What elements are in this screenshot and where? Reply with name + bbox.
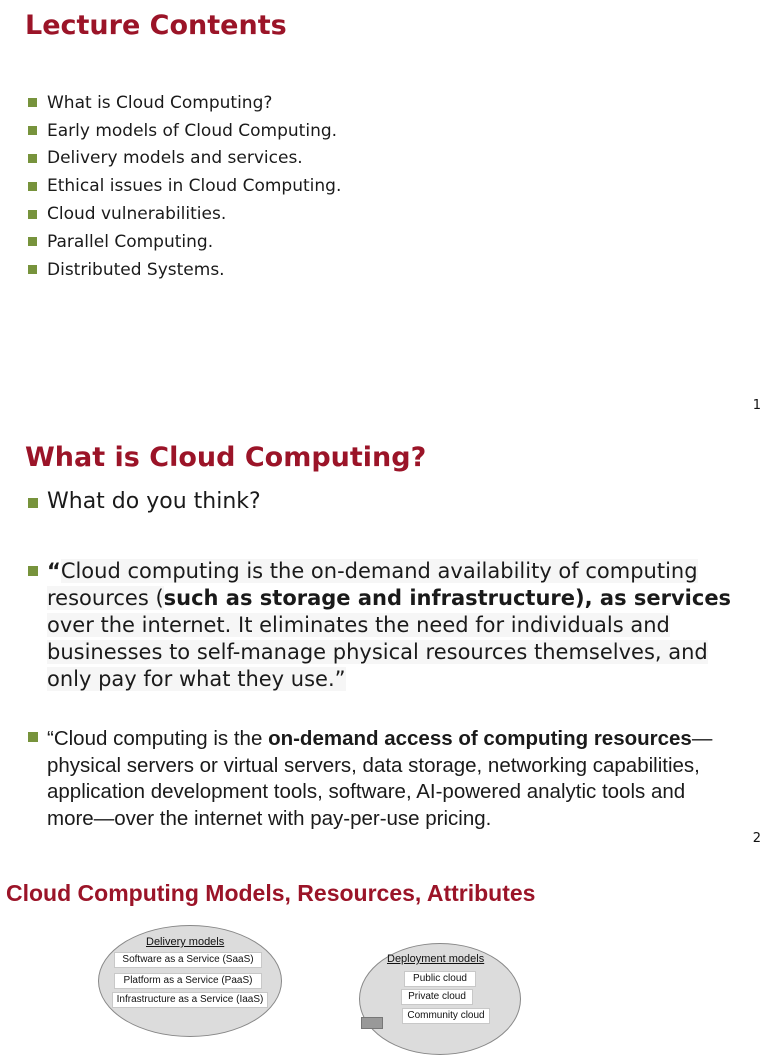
open-quote-mark: “ [47, 559, 61, 583]
square-bullet-icon [28, 237, 37, 246]
quote-text [47, 726, 737, 833]
list-item-text: Cloud vulnerabilities. [47, 204, 227, 225]
list-item-text: Parallel Computing. [47, 231, 214, 252]
list-item [28, 256, 341, 284]
square-bullet-icon [28, 154, 37, 163]
community-cloud-box: Community cloud [402, 1008, 490, 1024]
square-bullet-icon [28, 126, 37, 135]
paas-box: Platform as a Service (PaaS) [114, 973, 262, 989]
definition-quote-2 [28, 726, 737, 833]
list-item [28, 89, 341, 117]
square-bullet-icon [28, 732, 38, 742]
list-item-text: Delivery models and services. [47, 148, 303, 169]
quote-text-part: over the internet. It eliminates the need for individuals and businesses to self-manage physical resources themselves, and only pay for what they use.” [47, 613, 708, 691]
quote-text [47, 558, 737, 693]
list-item-text: What is Cloud Computing? [47, 92, 273, 113]
slide-title: Cloud Computing Models, Resources, Attributes [6, 880, 536, 906]
list-item [28, 117, 341, 145]
slide-title: Lecture Contents [25, 10, 287, 41]
square-bullet-icon [28, 210, 37, 219]
public-cloud-box: Public cloud [404, 971, 476, 987]
slide-cloud-models [0, 870, 768, 1024]
page-number: 1 [752, 398, 761, 413]
list-item [28, 145, 341, 173]
quote-text-bold: such as storage and infrastructure), as services [163, 586, 732, 610]
list-item-text: Ethical issues in Cloud Computing. [47, 176, 342, 197]
iaas-box: Infrastructure as a Service (IaaS) [112, 992, 268, 1008]
list-item [28, 200, 341, 228]
square-bullet-icon [28, 265, 37, 274]
deployment-models-heading: Deployment models [387, 953, 485, 965]
quote-text-bold: on-demand access of computing resources [268, 727, 692, 750]
list-item-text: Distributed Systems. [47, 259, 225, 280]
question-bullet [28, 489, 261, 514]
quote-text-part: —physical servers or virtual servers, data storage, networking capabilities, application development tools, software, AI-powered analytic tools and more—over the internet with pay-per-use pricing. [47, 727, 713, 831]
saas-box: Software as a Service (SaaS) [114, 952, 262, 968]
private-cloud-box: Private cloud [401, 989, 473, 1005]
question-text: What do you think? [47, 489, 261, 514]
list-item [28, 172, 341, 200]
list-item-text: Early models of Cloud Computing. [47, 120, 338, 141]
slide-what-is-cloud [0, 430, 768, 850]
quote-text-part: Cloud computing is the on-demand availability of computing resources ( [47, 559, 698, 610]
list-item [28, 228, 341, 256]
page-number: 2 [752, 831, 761, 846]
square-bullet-icon [28, 566, 38, 576]
definition-quote-1 [28, 558, 737, 693]
connector-shape [361, 1017, 383, 1029]
square-bullet-icon [28, 182, 37, 191]
square-bullet-icon [28, 498, 38, 508]
slide-title: What is Cloud Computing? [25, 442, 427, 473]
square-bullet-icon [28, 98, 37, 107]
contents-list [28, 89, 341, 284]
slide-lecture-contents [0, 0, 768, 420]
quote-text-part: “Cloud computing is the [47, 727, 269, 750]
delivery-models-heading: Delivery models [146, 936, 225, 948]
